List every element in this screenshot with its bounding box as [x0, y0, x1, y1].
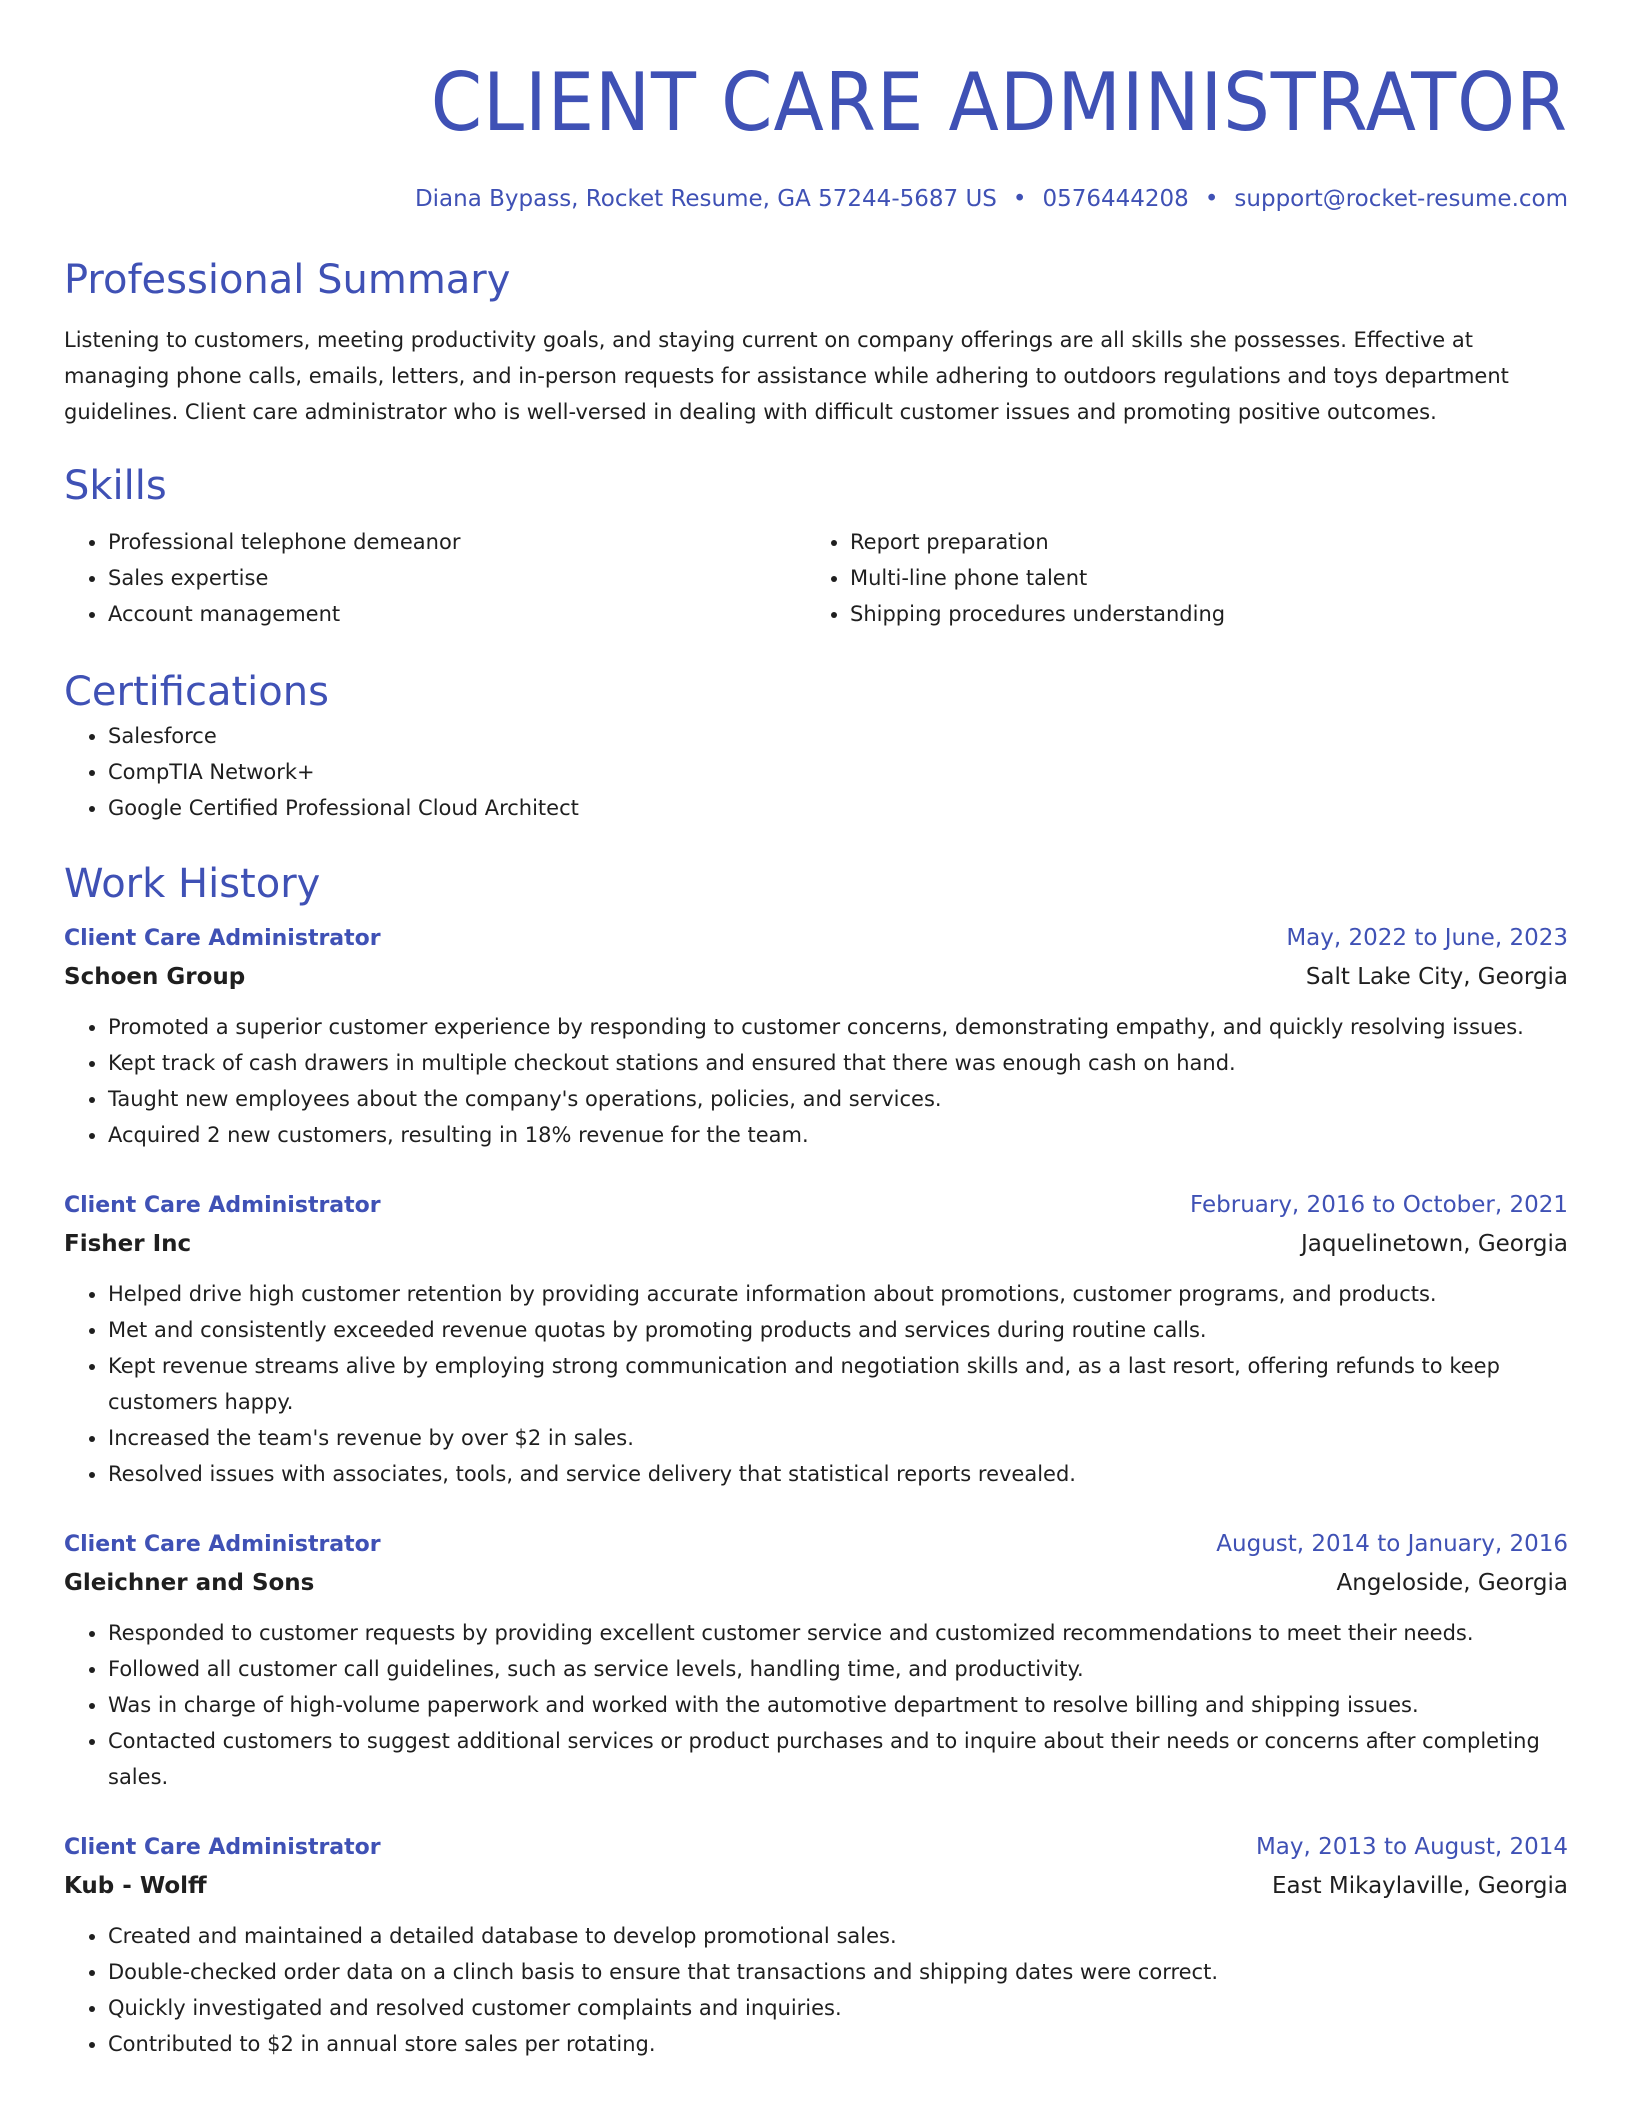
job-bullet: • Was in charge of high-volume paperwork and worked with the automotive department to resolve billing and shipping issues.	[108, 1687, 1568, 1723]
job-location: East Mikaylaville, Georgia	[1271, 1873, 1568, 1899]
job-company-row	[64, 1224, 1568, 1264]
skill-item: • Account management	[108, 596, 806, 632]
job-company: Schoen Group	[64, 964, 246, 990]
job-company-row	[64, 957, 1568, 997]
job-company: Gleichner and Sons	[64, 1570, 315, 1596]
job-title: Client Care Administrator	[64, 1835, 381, 1860]
job-company: Kub - Wolff	[64, 1873, 207, 1899]
skill-item: • Sales expertise	[108, 560, 806, 596]
job-bullet: • Kept track of cash drawers in multiple checkout stations and ensured that there was enough cash on hand.	[108, 1045, 1568, 1081]
job-bullet: • Taught new employees about the company's operations, policies, and services.	[108, 1081, 1568, 1117]
certifications-heading: Certifications	[64, 669, 329, 715]
job-entry	[64, 1187, 1568, 1492]
job-bullet: • Contributed to $2 in annual store sales per rotating.	[108, 2026, 1568, 2062]
job-bullet: • Met and consistently exceeded revenue quotas by promoting products and services during routine calls.	[108, 1312, 1568, 1348]
skills-list-left	[64, 524, 806, 632]
contact-phone: 0576444208	[1042, 186, 1189, 212]
job-entry	[64, 1829, 1568, 2062]
job-title: Client Care Administrator	[64, 926, 381, 951]
job-dates: May, 2022 to June, 2023	[1286, 925, 1568, 951]
job-bullets	[64, 1918, 1568, 2062]
resume-page	[64, 0, 1568, 2062]
job-header-row	[64, 1829, 1568, 1866]
job-entry	[64, 920, 1568, 1153]
job-header-row	[64, 920, 1568, 957]
certification-item: • Google Certified Professional Cloud Architect	[108, 790, 1568, 826]
job-bullet: • Helped drive high customer retention by providing accurate information about promotions, customer programs, and products.	[108, 1276, 1568, 1312]
certification-item: • CompTIA Network+	[108, 754, 1568, 790]
skill-item: • Multi-line phone talent	[850, 560, 1548, 596]
certification-item: • Salesforce	[108, 718, 1568, 754]
job-header-row	[64, 1187, 1568, 1224]
job-bullets	[64, 1615, 1568, 1795]
summary-text: Listening to customers, meeting productivity goals, and staying current on company offerings are all skills she possesses. Effective at managing phone calls, emails, letters, and in-person requests for assistance while adhering to outdoors regulations and toys department guidelines. Client care administrator who is well-versed in dealing with difficult customer issues and promoting positive outcomes.	[64, 328, 1509, 424]
page-title: CLIENT CARE ADMINISTRATOR	[430, 56, 1569, 149]
job-bullet: • Acquired 2 new customers, resulting in 18% revenue for the team.	[108, 1117, 1568, 1153]
job-dates: February, 2016 to October, 2021	[1190, 1192, 1568, 1218]
job-bullets	[64, 1276, 1568, 1492]
skills-heading: Skills	[64, 463, 167, 509]
job-bullet: • Contacted customers to suggest additional services or product purchases and to inquire about their needs or concerns after completing sales.	[108, 1723, 1568, 1795]
skill-item: • Report preparation	[850, 524, 1548, 560]
contact-separator: •	[1204, 186, 1219, 212]
job-entry	[64, 1526, 1568, 1795]
job-title: Client Care Administrator	[64, 1532, 381, 1557]
job-company-row	[64, 1866, 1568, 1906]
job-title: Client Care Administrator	[64, 1193, 381, 1218]
job-location: Angeloside, Georgia	[1336, 1570, 1568, 1596]
job-company-row	[64, 1563, 1568, 1603]
job-bullet: • Created and maintained a detailed database to develop promotional sales.	[108, 1918, 1568, 1954]
job-bullets	[64, 1009, 1568, 1153]
skills-grid	[64, 524, 1568, 632]
job-bullet: • Followed all customer call guidelines, such as service levels, handling time, and productivity.	[108, 1651, 1568, 1687]
skill-item: • Shipping procedures understanding	[850, 596, 1548, 632]
contact-address: Diana Bypass, Rocket Resume, GA 57244-5687 US	[414, 186, 997, 212]
job-bullet: • Resolved issues with associates, tools, and service delivery that statistical reports revealed.	[108, 1456, 1568, 1492]
job-header-row	[64, 1526, 1568, 1563]
job-location: Jaquelinetown, Georgia	[1301, 1231, 1568, 1257]
certifications-list	[64, 718, 1568, 826]
work-history-heading: Work History	[64, 861, 321, 907]
job-bullet: • Double-checked order data on a clinch basis to ensure that transactions and shipping dates were correct.	[108, 1954, 1568, 1990]
job-dates: May, 2013 to August, 2014	[1255, 1834, 1568, 1860]
summary-heading: Professional Summary	[64, 257, 511, 303]
job-bullet: • Promoted a superior customer experience by responding to customer concerns, demonstrating empathy, and quickly resolving issues.	[108, 1009, 1568, 1045]
job-bullet: • Responded to customer requests by providing excellent customer service and customized recommendations to meet their needs.	[108, 1615, 1568, 1651]
skills-list-right	[806, 524, 1548, 632]
job-location: Salt Lake City, Georgia	[1305, 964, 1568, 990]
skill-item: • Professional telephone demeanor	[108, 524, 806, 560]
job-company: Fisher Inc	[64, 1231, 192, 1257]
job-bullet: • Kept revenue streams alive by employing strong communication and negotiation skills and, as a last resort, offering refunds to keep customers happy.	[108, 1348, 1568, 1420]
job-dates: August, 2014 to January, 2016	[1216, 1531, 1568, 1557]
contact-line	[64, 184, 1568, 214]
contact-email: support@rocket-resume.com	[1234, 186, 1568, 212]
job-bullet: • Increased the team's revenue by over $2 in sales.	[108, 1420, 1568, 1456]
contact-separator: •	[1012, 186, 1027, 212]
job-bullet: • Quickly investigated and resolved customer complaints and inquiries.	[108, 1990, 1568, 2026]
